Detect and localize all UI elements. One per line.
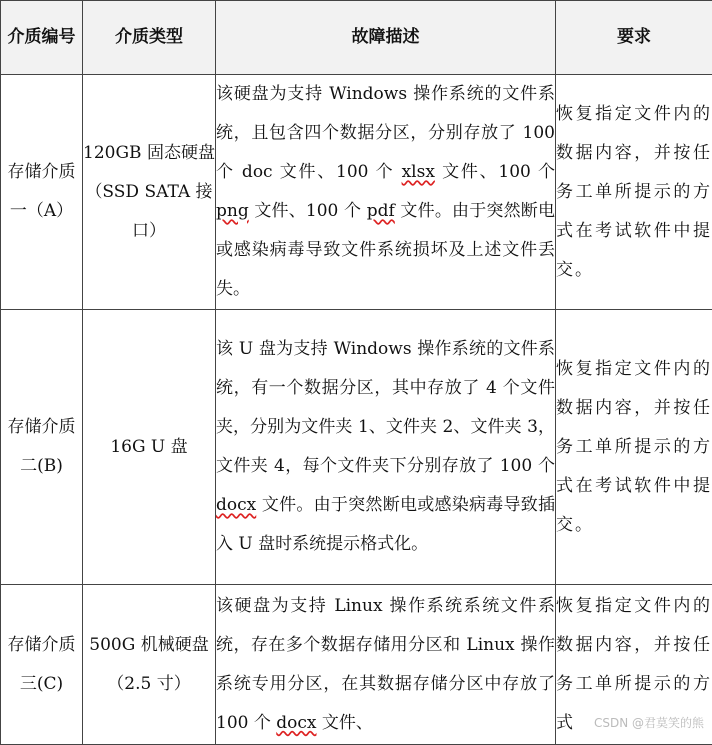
fault-description-text: 该硬盘为支持 Windows 操作系统的文件系统，且包含四个数据分区，分别存放了 100 个 doc 文件、100 个 bbox=[216, 84, 555, 182]
requirement-text: 恢复指定文件内的数据内容，并按任务工单所提示的方式在考试软件中提交。 bbox=[556, 104, 712, 280]
media-id: 存储介质一（A） bbox=[8, 162, 76, 221]
media-type-cell bbox=[83, 585, 216, 745]
requirement-cell bbox=[556, 310, 712, 585]
header-fault-description bbox=[216, 1, 556, 75]
media-id: 存储介质二(B) bbox=[8, 417, 76, 476]
media-type-cell bbox=[83, 310, 216, 585]
spellcheck-word: xlsx bbox=[402, 162, 435, 182]
header-fault-description-label: 故障描述 bbox=[352, 27, 420, 47]
header-media-id bbox=[1, 1, 83, 75]
header-requirement bbox=[556, 1, 712, 75]
media-type-cell bbox=[83, 75, 216, 310]
media-id-cell bbox=[1, 310, 83, 585]
media-type: 16G U 盘 bbox=[110, 437, 187, 457]
media-type: 120GB 固态硬盘（SSD SATA 接口） bbox=[83, 143, 215, 241]
fault-description-cell bbox=[216, 310, 556, 585]
fault-description-text: 文件、100 个 bbox=[249, 201, 367, 221]
media-id: 存储介质三(C) bbox=[8, 635, 76, 694]
fault-description-text: 文件、 bbox=[317, 713, 373, 733]
table-row bbox=[1, 75, 712, 310]
fault-description-text: 文件。由于突然断电或感染病毒导致插入 U 盘时系统提示格式化。 bbox=[216, 495, 555, 554]
spellcheck-word: docx bbox=[216, 495, 256, 515]
header-requirement-label: 要求 bbox=[617, 27, 651, 47]
fault-description-text: 该硬盘为支持 Linux 操作系统系统文件系统，存在多个数据存储用分区和 Linux 操作系统专用分区，在其数据存储分区中存放了 100 个 bbox=[216, 596, 555, 733]
requirement-text: 恢复指定文件内的数据内容，并按任务工单所提示的方式 bbox=[556, 596, 712, 733]
fault-description-cell bbox=[216, 75, 556, 310]
watermark: CSDN @君莫笑的熊 bbox=[594, 714, 704, 731]
spellcheck-word: pdf bbox=[367, 201, 395, 221]
header-media-id-label: 介质编号 bbox=[8, 27, 76, 47]
requirement-text: 恢复指定文件内的数据内容，并按任务工单所提示的方式在考试软件中提交。 bbox=[556, 359, 712, 535]
fault-description-text: 文件。由于突然断电或感染病毒导致文件系统损坏及上述文件丢失。 bbox=[216, 201, 555, 299]
spellcheck-word: png bbox=[216, 201, 249, 221]
requirement-cell bbox=[556, 75, 712, 310]
fault-description-cell bbox=[216, 585, 556, 745]
spellcheck-word: docx bbox=[276, 713, 316, 733]
fault-description-text: 该 U 盘为支持 Windows 操作系统的文件系统，有一个数据分区，其中存放了 4 个文件夹，分别为文件夹 1、文件夹 2、文件夹 3，文件夹 4，每个文件夹下分别存放了 100 个 bbox=[216, 339, 555, 476]
fault-description-text: 文件、100 个 bbox=[435, 162, 555, 182]
header-row bbox=[1, 1, 712, 75]
table-row bbox=[1, 310, 712, 585]
header-media-type bbox=[83, 1, 216, 75]
media-id-cell bbox=[1, 75, 83, 310]
header-media-type-label: 介质类型 bbox=[115, 27, 183, 47]
media-type: 500G 机械硬盘（2.5 寸） bbox=[89, 635, 208, 694]
media-id-cell bbox=[1, 585, 83, 745]
